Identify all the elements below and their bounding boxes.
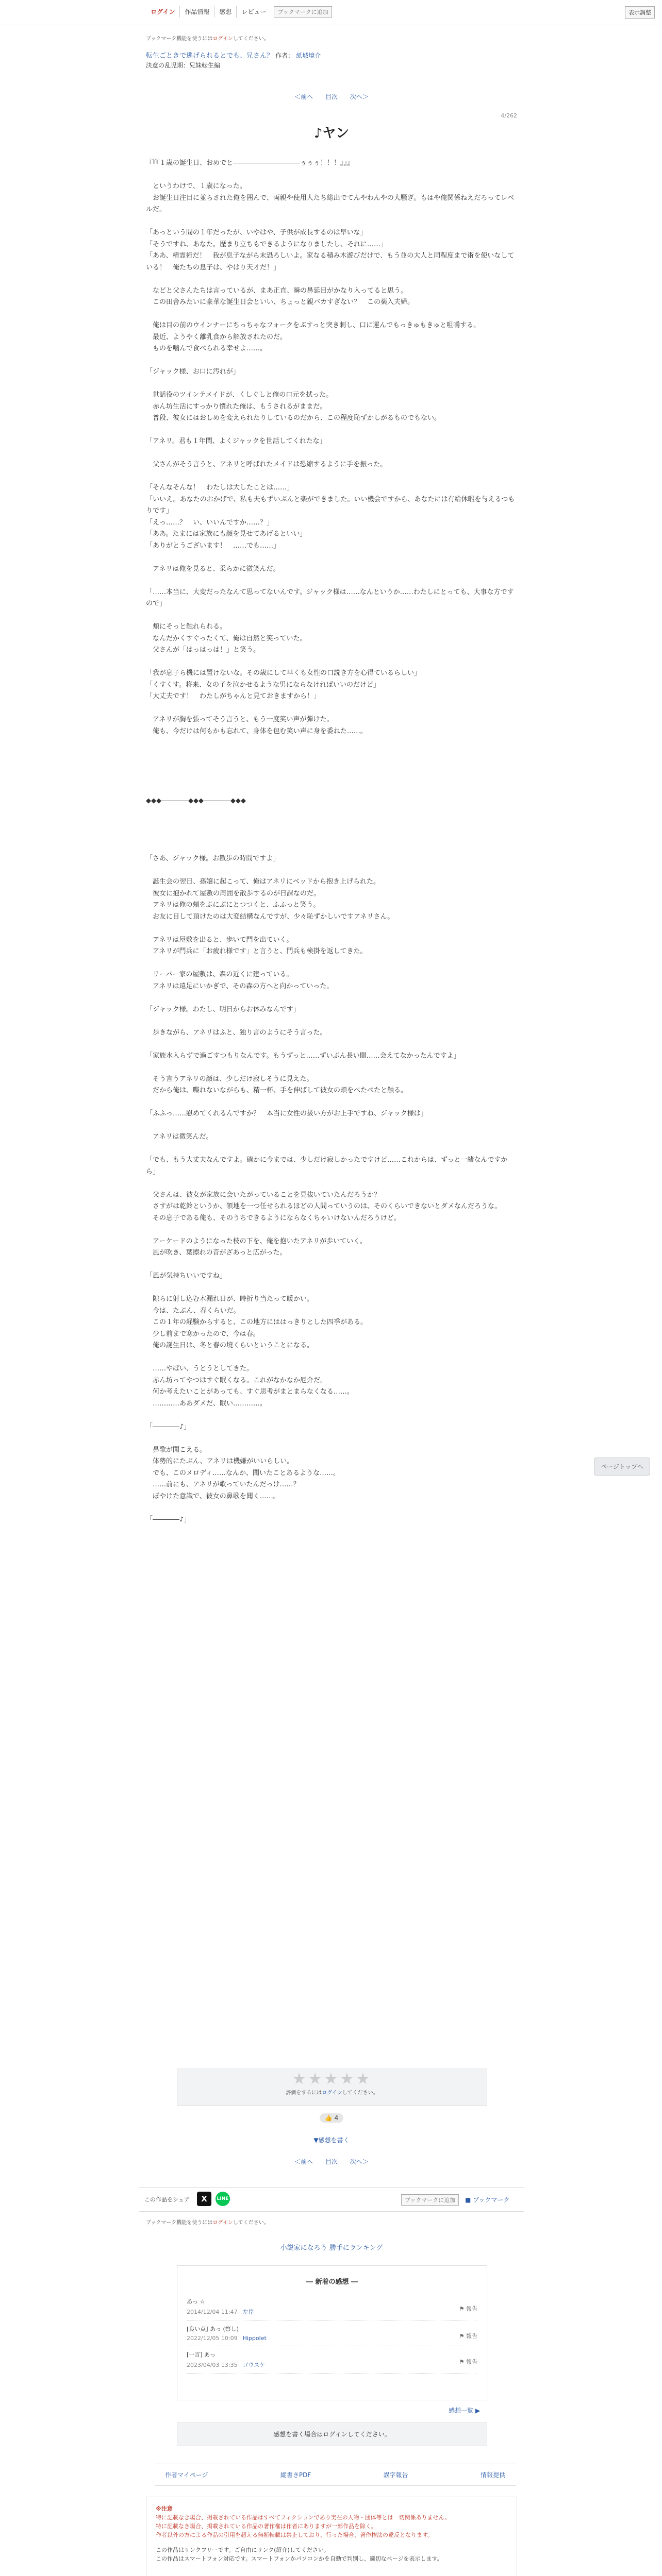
blank-line (146, 830, 517, 842)
body-paragraph: 「アネリ。君も１年間、よくジャックを世話してくれたな」 (146, 437, 326, 445)
review-report-link[interactable]: ⚑ 報告 (459, 2306, 477, 2312)
write-impression-link[interactable]: ▼感想を書く (313, 2137, 350, 2144)
body-paragraph: 「くすくす。将来、女の子を泣かせるような男にならなければいいのだけど」 (146, 681, 380, 689)
body-paragraph: 父さんがそう言うと、アネリと呼ばれたメイドは恐縮するように手を振った。 (146, 461, 387, 468)
body-paragraph: 『『『１歳の誕生日、おめでと――――――――――ぅぅぅ！！！』』』 (146, 159, 354, 167)
body-paragraph: 少し前まで寒かったので、今は春。 (146, 1330, 260, 1338)
page-number: 4/262 (501, 112, 517, 119)
body-paragraph: 「ありがとうございます！ ……でも……」 (146, 541, 280, 550)
body-paragraph: アネリが門兵に「お疲れ様です」と言うと、門兵も検掛を返してきた。 (146, 947, 367, 955)
body-paragraph: ……やばい、うとうとしてきた。 (146, 1365, 254, 1372)
blank-line (146, 1143, 517, 1155)
body-paragraph: 「ジャック様、お口に汚れが」 (146, 368, 240, 376)
body-paragraph: そう言うアネリの顔は、少しだけ寂しそうに見えた。 (146, 1075, 313, 1083)
body-paragraph: 「ジャック様。わたし、明日からお休みなんです」 (146, 1005, 300, 1013)
body-paragraph: 「そんなそんな！ わたしは大したことは……」 (146, 484, 294, 492)
blank-line (146, 425, 517, 436)
toc-link-bottom[interactable]: 目次 (325, 2158, 338, 2165)
blank-line (146, 1502, 517, 1514)
rating-stars[interactable]: ★★★★★ (292, 2070, 372, 2088)
body-paragraph: アネリは俺を見ると、柔らかに微笑んだ。 (146, 565, 280, 573)
blank-line (146, 772, 517, 784)
review-date: 2014/12/04 11:47 (187, 2309, 238, 2315)
blank-line (146, 610, 517, 622)
blank-line (146, 1039, 517, 1050)
x-share-icon[interactable]: X (197, 2192, 211, 2206)
share-bar (139, 2187, 524, 2212)
display-settings-button[interactable]: 表示調整 (625, 6, 655, 19)
body-paragraph: 歩きながら、アネリはふと、独り言のようにそう言った。 (146, 1028, 327, 1037)
impressions-link[interactable]: 感想 (214, 6, 237, 18)
blank-line (146, 737, 517, 749)
thumbs-up-icon: 👍 (324, 2114, 333, 2122)
body-paragraph: アーケードのようになった枝の下を、俺を抱いたアネリが歩いていく。 (146, 1237, 367, 1245)
blank-line (146, 1015, 517, 1027)
blank-line (146, 1410, 517, 1421)
blank-line (146, 216, 517, 228)
review-text: あっ ☆ (187, 2298, 205, 2305)
body-paragraph: 頬にそっと触れられる。 (146, 623, 227, 631)
review-item (187, 2320, 477, 2346)
blank-line (146, 865, 517, 877)
body-paragraph: ◆◆◆――――◆◆◆――――◆◆◆ (146, 796, 246, 805)
blank-line (146, 274, 517, 285)
review-item (187, 2293, 477, 2320)
share-label: この作品をシェア (144, 2196, 190, 2203)
blank-line (146, 1224, 517, 1236)
bookmark-add-button[interactable]: ブックマークに追加 (274, 6, 332, 18)
body-paragraph: お友に目して頂けたのは大変結構なんですが、少々恥ずかしいですアネリさん。 (146, 912, 394, 921)
body-paragraph: アネリは微笑んだ。 (146, 1133, 213, 1141)
blank-line (146, 170, 517, 181)
blank-line (146, 1097, 517, 1109)
body-paragraph: 体勢的にたぶん、アネリは機嫌がいいらしい。 (146, 1458, 294, 1465)
blank-line (146, 1178, 517, 1190)
review-report-link[interactable]: ⚑ 報告 (459, 2333, 477, 2340)
body-paragraph: 風が吹き、葉擦れの音がざあっと広がった。 (146, 1249, 287, 1257)
blank-line (146, 1352, 517, 1364)
chapter-title: ♪ヤン (313, 126, 350, 141)
latest-reviews-title: ― 新着の感想 ― (306, 2278, 358, 2286)
works-info-link[interactable]: 作品情報 (180, 6, 214, 18)
body-paragraph: 「そうですね、あなた。歴まり立ちもできるようになりましたし、それに……」 (146, 240, 388, 248)
notice-line-3: 作者以外の方による作品の引用を超える無断転載は禁止しており、行った場合、著作権法の違反となります。 (156, 2532, 434, 2538)
top-pager (146, 92, 517, 101)
top-nav-bar (0, 0, 662, 25)
notice-heading: ※注意 (156, 2505, 173, 2512)
bookmark-login-link[interactable]: ログイン (212, 36, 233, 42)
blank-line (146, 992, 517, 1004)
body-paragraph: この田舎みたいに豪華な誕生日会といい、ちょっと親バカすぎない？ この薬入夫婦。 (146, 298, 415, 306)
blank-line (146, 842, 517, 854)
body-paragraph: 俺も、今だけは何もかも忘れて、身体を包む笑い声に身を委ねた……。 (146, 727, 367, 735)
body-paragraph: 最近、ようやく離乳食から解放されたのだ。 (146, 333, 287, 341)
body-paragraph: 鼻歌が聞こえる。 (146, 1446, 207, 1454)
blank-line (146, 749, 517, 761)
evaluation-login-link[interactable]: ログイン (322, 2090, 342, 2096)
blank-line (146, 656, 517, 668)
body-paragraph: 父さんは、彼女が家族に会いたがっていることを見抜いていたんだろうか？ (146, 1191, 381, 1199)
blank-line (146, 471, 517, 483)
body-paragraph: 俺は目の前のウインナーにちっちゃなフォークをぶすっと突き刺し、口に運んでもっきゅもきゅと咀嚼する。 (146, 321, 481, 329)
body-paragraph: アネリは屋敷を出ると、歩いて門を出ていく。 (146, 936, 293, 944)
body-paragraph: 俺の誕生日は、冬と春の境くらいということになる。 (146, 1342, 314, 1349)
body-paragraph: 「大丈夫です！ わたしがちゃんと見ておきますから！」 (146, 692, 321, 700)
notice-line-2: 特に記載なき場合、掲載されている作品の著作権は作者にありますが一部作品を除く。 (156, 2523, 377, 2530)
review-item (187, 2346, 477, 2374)
body-paragraph: …………ああダメだ、眠い…………。 (146, 1399, 267, 1408)
ranking-link[interactable]: 小説家になろう 勝手にランキング (280, 2244, 383, 2252)
notice-line-4: この作品はリンクフリーです。ご自由にリンク(紹介)してください。 (156, 2547, 329, 2553)
review-report-link[interactable]: ⚑ 報告 (459, 2359, 477, 2365)
body-paragraph: お誕生日注目に並らされた俺を囲んで、両親や使用人たち総出でてんやわんやの大騒ぎ。もはや俺関係ねえだろってレベルだ。 (146, 194, 515, 213)
body-paragraph: ものを噛んで食べられる幸せよ……。 (146, 345, 267, 352)
body-paragraph: なんだかくすぐったくて、俺は自然と笑っていた。 (146, 634, 307, 642)
body-paragraph: 隙らに射し込む木漏れ日が、時折り当たって暖かい。 (146, 1295, 314, 1303)
notice-box (146, 2497, 517, 2576)
blank-line (146, 1433, 517, 1445)
series-title-link[interactable]: 転生ごときで逃げられるとでも、兄さん？ (146, 52, 274, 60)
review-list-link[interactable]: 感想一覧 ▶ (449, 2407, 481, 2414)
body-paragraph: 「風が気持ちいいですね」 (146, 1272, 227, 1280)
blank-line (146, 923, 517, 935)
thumbs-up-button[interactable]: 👍 4 (320, 2113, 343, 2123)
body-paragraph: などと父さんたちは言っているが、まあ正直、瞬の鼻延目がかなり入ってると思う。 (146, 286, 408, 295)
body-paragraph: 赤ん坊ってやつはすぐ眠くなる。これがなかなか厄介だ。 (146, 1376, 327, 1384)
next-page-link-bottom[interactable]: 次へ＞ (350, 2158, 369, 2165)
review-text: [良い点] あっ (察し) (187, 2326, 239, 2332)
blank-line (146, 1120, 517, 1132)
body-paragraph: 赤ん坊生活にすっかり慣れた俺は、もうされるがままだ。 (146, 402, 327, 411)
body-paragraph: リーバー家の屋敷は、森の近くに建っている。 (146, 971, 293, 978)
blank-line (146, 958, 517, 970)
page-top-button[interactable]: ページトップへ (594, 1458, 650, 1476)
bookmark-add-button-bottom[interactable]: ブックマークに追加 (401, 2194, 459, 2206)
body-paragraph: 世話役のツインテメイドが、くしぐしと俺の口元を拭った。 (146, 391, 333, 399)
blank-line (146, 760, 517, 772)
body-paragraph: さすがは乾鈴というか、領地を一つ任せられるほどの人間っていうのは、そのくらいできないとダメなんだろうな。 (146, 1202, 502, 1210)
body-paragraph: ……前にも、アネリが歌っていたんだっけ……？ (146, 1481, 300, 1488)
body-paragraph: 「ああ、精霊術だ！ 我が息子ながら末恐ろしいよ。家なる積み木遊びだけで、もう並の大人と同程度まで術を使いなしている！ 俺たちの息子は、やはり天才だ！」 (146, 252, 515, 272)
bookmark-login-link-bottom[interactable]: ログイン (212, 2220, 233, 2226)
body-paragraph: 父さんが「はっはっは！」と笑う。 (146, 646, 260, 654)
body-paragraph: アネリが胸を張ってそう言うと、もう一度笑い声が弾けた。 (146, 716, 334, 723)
review-user-link[interactable]: 左岸 (242, 2309, 254, 2315)
body-paragraph: 普段、彼女にはおしめを変えられたりしているのだから、この程度恥ずかしがるものでもない。 (146, 414, 441, 422)
bottom-pager (146, 2157, 517, 2166)
body-paragraph: アネリは俺の頬をぷにぷにとつつくと、ふふっと笑う。 (146, 901, 320, 909)
next-page-link[interactable]: 次へ＞ (350, 93, 369, 100)
body-paragraph: 「我が息子ら機には置けないな。その歳にして早くも女性の口説き方を心得ているらしい」 (146, 669, 421, 677)
body-paragraph: 何か考えたいことがあっても、すぐ思考がまとまらなくなる……。 (146, 1388, 354, 1396)
blank-line (146, 1062, 517, 1074)
body-paragraph: というわけで、１歳になった。 (146, 182, 246, 190)
review-user-link[interactable]: Hippolet (242, 2335, 267, 2342)
notice-line-1: 特に記載なき場合、掲載されている作品はすべてフィクションであり実在の人物・団体等とは一切関係ありません。 (156, 2514, 451, 2521)
body-paragraph: その息子である俺も、そのうちできるようにならなくちゃいけないんだろうけど。 (146, 1214, 401, 1222)
blank-line (146, 1259, 517, 1271)
toc-link[interactable]: 目次 (325, 93, 338, 100)
body-paragraph: ぼやけた意識で、彼女の鼻歌を聞く……。 (146, 1492, 280, 1500)
blank-line (146, 552, 517, 564)
body-paragraph: アネリは遠足にいかぎで、その森の方へと向かっていった。 (146, 982, 334, 990)
body-paragraph: 「えっ……？ い、いいんですか……？」 (146, 518, 274, 527)
prev-page-link[interactable]: ＜前へ (294, 93, 313, 100)
author-name-link[interactable]: 紙城境介 (296, 52, 321, 59)
body-paragraph: 「ああ。たまには家族にも顔を見せてあげるといい」 (146, 530, 307, 538)
review-user-link[interactable]: ゴウスケ (242, 2362, 266, 2368)
body-paragraph: 「――――♪」 (146, 1515, 191, 1523)
footer-link[interactable]: 縦書きPDF (280, 2471, 311, 2479)
blank-line (146, 355, 517, 367)
line-share-icon[interactable]: LINE (216, 2192, 230, 2206)
blank-line (146, 309, 517, 320)
login-link[interactable]: ログイン (146, 6, 180, 18)
chapter-group-title: 決意の乱児期：兄妹転生編 (146, 62, 221, 69)
evaluation-box: ★★★★★ 評価をするにはログインしてください。 (177, 2069, 487, 2106)
footer-link[interactable]: 情報提供 (480, 2471, 505, 2479)
bookmark-button[interactable]: ■ ブックマーク (465, 2196, 510, 2204)
author-label: 作者： (275, 52, 294, 59)
body-paragraph: 「ふふっ……慰めてくれるんですか？ 本当に女性の扱い方がお上手ですね、ジャック様は」 (146, 1110, 427, 1117)
body-paragraph: 「あっという間の１年だったが、いやはや、子供が成長するのは早いな」 (146, 229, 367, 236)
body-paragraph: 誕生会の翌日、孫嬢に起こって、俺はアネリにベッドから抱き上げられた。 (146, 878, 380, 886)
blank-line (146, 807, 517, 819)
body-paragraph: でも、このメロディ……なんか、聞いたことあるような……。 (146, 1469, 340, 1477)
prev-page-link-bottom[interactable]: ＜前へ (294, 2158, 313, 2165)
blank-line (146, 378, 517, 390)
latest-reviews-box (177, 2265, 487, 2400)
body-paragraph: この１年の経験からすると、この地方にははっきりとした四季がある。 (146, 1318, 368, 1326)
blank-line (146, 819, 517, 831)
body-paragraph: 「家族水入らずで過ごすつもりなんです。もうずっと……ずいぶん長い間……会えてなかったんですよ」 (146, 1052, 460, 1060)
body-paragraph: 「……本当に、大変だったなんて思ってないんです。ジャック様は……なんというか……わたしにとっても、大事な方ですので」 (146, 588, 514, 607)
body-paragraph: 「でも、もう大丈夫なんですよ。確かに今までは、少しだけ寂しかったですけど……これからは、ずっと一緒なんですから」 (146, 1156, 508, 1176)
body-paragraph: 今は、たぶん、春くらいだ。 (146, 1307, 240, 1315)
bookmark-login-notice-bottom: ブックマーク機能を使うにはログインしてください。 (146, 2220, 269, 2226)
review-text: [一言] あっ (187, 2351, 216, 2358)
body-paragraph: 「――――♪」 (146, 1422, 191, 1431)
reviews-link[interactable]: レビュー (241, 8, 267, 15)
body-paragraph: 「さあ、ジャック様。お散歩の時間ですよ」 (146, 855, 280, 862)
blank-line (146, 703, 517, 715)
blank-line (146, 784, 517, 795)
footer-link[interactable]: 作者マイページ (165, 2471, 208, 2479)
blank-line (146, 1282, 517, 1294)
footer-links (155, 2464, 516, 2486)
blank-line (146, 575, 517, 587)
body-paragraph: 「いいえ。あなたのおかげで、私も夫もずいぶんと楽ができました。いい機会ですから、あなたには有給休暇を与えるつもりです」 (146, 495, 515, 515)
review-login-notice: 感想を書く場合はログインしてください。 (177, 2422, 487, 2446)
blank-line (146, 448, 517, 460)
notice-line-5: この作品はスマートフォン対応です。スマートフォンかパソコンかを自動で判別し、適切なページを表示します。 (156, 2555, 443, 2562)
review-date: 2022/12/05 10:09 (187, 2335, 238, 2342)
bookmark-login-notice: ブックマーク機能を使うにはログインしてください。 (146, 36, 269, 42)
reaction-area (146, 2113, 517, 2123)
review-date: 2023/04/03 13:35 (187, 2362, 238, 2368)
body-paragraph: だから俺は、喋れないながらも、精一杯、手を伸ばして彼女の頬をぺたぺたと触る。 (146, 1087, 408, 1094)
novel-header (146, 34, 517, 70)
body-paragraph: 彼女に抱かれて屋敷の周囲を散歩するのが日課なのだ。 (146, 889, 321, 897)
chapter-body (146, 158, 517, 1526)
footer-link[interactable]: 誤字報告 (383, 2471, 408, 2479)
